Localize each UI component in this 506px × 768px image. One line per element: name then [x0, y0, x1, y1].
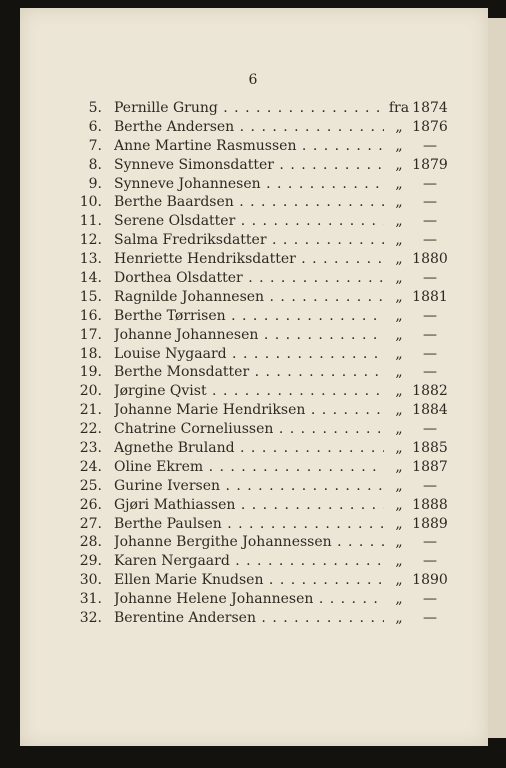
list-item — [0, 420, 506, 439]
entry-number: 12. — [79, 232, 102, 249]
entry-ditto: „ — [395, 137, 403, 154]
entry-ditto: „ — [395, 213, 403, 230]
entry-year: — — [423, 194, 437, 211]
list-item — [0, 345, 506, 364]
entry-ditto: „ — [395, 610, 403, 627]
entry-ditto: „ — [395, 364, 403, 381]
list-item — [0, 571, 506, 590]
entry-name: Serene Olsdatter . . . — [114, 212, 384, 231]
entry-year: 1876 — [412, 118, 448, 135]
entry-year: — — [423, 232, 437, 249]
entry-number: 21. — [79, 402, 102, 419]
list-item — [0, 439, 506, 458]
entry-name: Berthe Andersen . . . — [114, 118, 384, 137]
entry-ditto: „ — [395, 440, 403, 457]
entry-year: — — [423, 553, 437, 570]
entry-ditto: „ — [395, 553, 403, 570]
entry-number: 7. — [88, 137, 102, 154]
entry-number: 13. — [79, 251, 102, 268]
entry-year: — — [423, 421, 437, 438]
page-number: 6 — [248, 72, 258, 88]
entry-number: 29. — [79, 553, 102, 570]
list-item — [0, 212, 506, 231]
entry-year: — — [423, 326, 437, 343]
entry-number: 19. — [79, 364, 102, 381]
entry-number: 14. — [79, 270, 102, 287]
entry-name: Berthe Tørrisen . . . — [114, 307, 384, 326]
entry-ditto: fra — [388, 100, 410, 116]
entry-year: 1890 — [412, 572, 448, 589]
entry-name: Johanne Helene Johannesen . . . — [114, 590, 384, 609]
entry-year: — — [423, 213, 437, 230]
entry-name: Johanne Bergithe Johannessen . . . — [114, 533, 384, 552]
entry-number: 32. — [79, 610, 102, 627]
list-item — [0, 382, 506, 401]
list-item — [0, 477, 506, 496]
entry-year: 1882 — [412, 383, 448, 400]
entry-ditto: „ — [395, 515, 403, 532]
entry-name: Berthe Monsdatter . . . — [114, 363, 384, 382]
entry-ditto: „ — [395, 232, 403, 249]
entry-name: Pernille Grung . . . — [114, 99, 384, 118]
list-item — [0, 99, 506, 118]
list-item — [0, 156, 506, 175]
entry-year: — — [423, 364, 437, 381]
entry-name: Gjøri Mathiassen . . . — [114, 496, 384, 515]
entry-number: 6. — [88, 118, 102, 135]
entry-ditto: „ — [395, 307, 403, 324]
entry-ditto: „ — [395, 156, 403, 173]
entry-year: — — [423, 270, 437, 287]
entry-name: Karen Nergaard . . . — [114, 552, 384, 571]
entry-number: 25. — [79, 477, 102, 494]
list-item — [0, 326, 506, 345]
entry-year: 1888 — [412, 496, 448, 513]
entry-ditto: „ — [395, 458, 403, 475]
list-item — [0, 269, 506, 288]
list-item — [0, 118, 506, 137]
entry-number: 24. — [79, 458, 102, 475]
entry-ditto: „ — [395, 572, 403, 589]
entry-name: Jørgine Qvist . . . — [114, 382, 384, 401]
entry-number: 9. — [88, 175, 102, 192]
entry-number: 15. — [79, 288, 102, 305]
entry-year: — — [423, 477, 437, 494]
list-item — [0, 590, 506, 609]
entry-number: 11. — [79, 213, 102, 230]
entry-name: Dorthea Olsdatter . . . — [114, 269, 384, 288]
entry-year: 1879 — [412, 156, 448, 173]
entry-ditto: „ — [395, 251, 403, 268]
entry-ditto: „ — [395, 326, 403, 343]
entry-number: 20. — [79, 383, 102, 400]
entry-number: 30. — [79, 572, 102, 589]
entry-number: 22. — [79, 421, 102, 438]
entry-ditto: „ — [395, 496, 403, 513]
entry-year: 1885 — [412, 440, 448, 457]
list-item — [0, 458, 506, 477]
entry-year: 1880 — [412, 251, 448, 268]
entry-number: 17. — [79, 326, 102, 343]
entry-ditto: „ — [395, 402, 403, 419]
entry-name: Chatrine Corneliussen . . . — [114, 420, 384, 439]
entry-year: — — [423, 534, 437, 551]
entry-year: 1889 — [412, 515, 448, 532]
entry-ditto: „ — [395, 477, 403, 494]
entry-ditto: „ — [395, 421, 403, 438]
entry-name: Oline Ekrem . . . — [114, 458, 384, 477]
name-list — [0, 99, 506, 628]
entry-ditto: „ — [395, 194, 403, 211]
entry-year: — — [423, 307, 437, 324]
entry-year: 1887 — [412, 458, 448, 475]
entry-number: 5. — [88, 100, 102, 116]
entry-name: Johanne Marie Hendriksen . . . — [114, 401, 384, 420]
entry-name: Johanne Johannesen . . . — [114, 326, 384, 345]
entry-name: Berthe Paulsen . . . — [114, 515, 384, 534]
entry-year: — — [423, 175, 437, 192]
entry-number: 26. — [79, 496, 102, 513]
entry-year: — — [423, 345, 437, 362]
entry-year: — — [423, 591, 437, 608]
entry-year: — — [423, 610, 437, 627]
entry-ditto: „ — [395, 345, 403, 362]
list-item — [0, 515, 506, 534]
entry-name: Henriette Hendriksdatter . . . — [114, 250, 384, 269]
list-item — [0, 307, 506, 326]
entry-year: — — [423, 137, 437, 154]
entry-ditto: „ — [395, 270, 403, 287]
entry-number: 16. — [79, 307, 102, 324]
list-item — [0, 496, 506, 515]
entry-year: 1881 — [412, 288, 448, 305]
entry-ditto: „ — [395, 118, 403, 135]
list-item — [0, 533, 506, 552]
list-item — [0, 175, 506, 194]
entry-number: 18. — [79, 345, 102, 362]
list-item — [0, 250, 506, 269]
entry-ditto: „ — [395, 175, 403, 192]
entry-name: Salma Fredriksdatter . . . — [114, 231, 384, 250]
entry-name: Synneve Simonsdatter . . . — [114, 156, 384, 175]
list-item — [0, 609, 506, 628]
entry-name: Agnethe Bruland . . . — [114, 439, 384, 458]
entry-name: Ragnilde Johannesen . . . — [114, 288, 384, 307]
list-item — [0, 552, 506, 571]
entry-name: Berthe Baardsen . . . — [114, 193, 384, 212]
entry-number: 10. — [79, 194, 102, 211]
list-item — [0, 401, 506, 420]
entry-number: 31. — [79, 591, 102, 608]
list-item — [0, 231, 506, 250]
entry-ditto: „ — [395, 591, 403, 608]
entry-year: 1874 — [412, 100, 448, 116]
list-item — [0, 363, 506, 382]
entry-name: Ellen Marie Knudsen . . . — [114, 571, 384, 590]
list-item — [0, 137, 506, 156]
entry-ditto: „ — [395, 383, 403, 400]
entry-name: Gurine Iversen . . . — [114, 477, 384, 496]
entry-name: Anne Martine Rasmussen . . . — [114, 137, 384, 156]
entry-number: 28. — [79, 534, 102, 551]
entry-number: 23. — [79, 440, 102, 457]
entry-name: Synneve Johannesen . . . — [114, 175, 384, 194]
entry-number: 8. — [88, 156, 102, 173]
entry-ditto: „ — [395, 288, 403, 305]
entry-number: 27. — [79, 515, 102, 532]
entry-name: Berentine Andersen . . . — [114, 609, 384, 628]
list-item — [0, 288, 506, 307]
entry-ditto: „ — [395, 534, 403, 551]
entry-name: Louise Nygaard . . . — [114, 345, 384, 364]
entry-year: 1884 — [412, 402, 448, 419]
list-item — [0, 193, 506, 212]
